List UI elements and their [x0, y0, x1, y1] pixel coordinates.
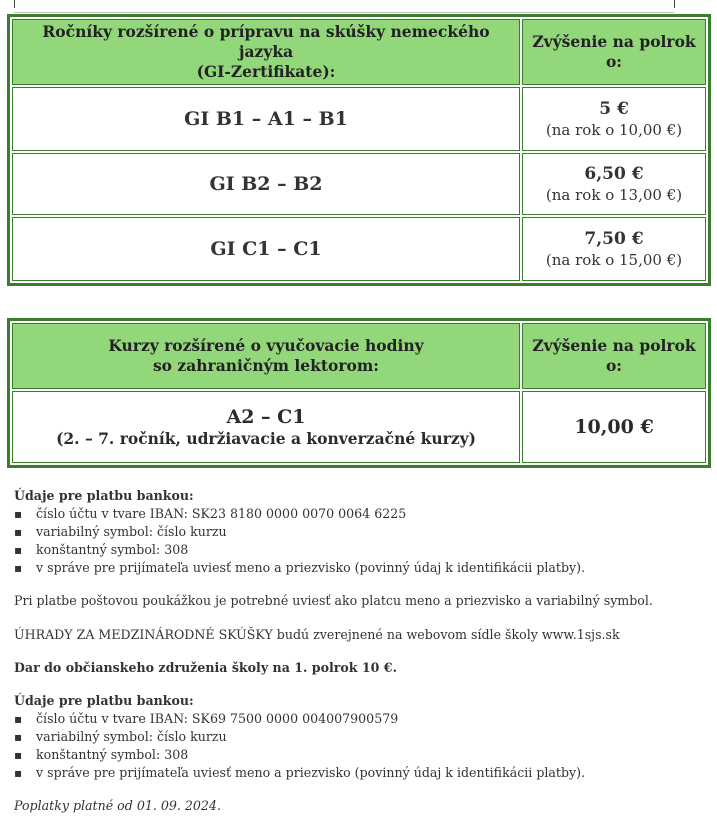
payment-item-ks: ▪ konštantný symbol: 308 [14, 541, 704, 559]
price-semester: 5 € [599, 98, 629, 119]
payment-item-iban: ▪ číslo účtu v tvare IBAN: SK23 8180 0000 0070 0064 6225 [14, 505, 704, 523]
page-top-margin [0, 0, 717, 14]
margin-mark-left [14, 0, 15, 8]
header-courses-line2: so zahraničným lektorom: [152, 356, 380, 375]
payment-item-ks: ▪ konštantný symbol: 308 [14, 746, 704, 764]
exam-note-text: ÚHRADY ZA MEDZINÁRODNÉ SKÚŠKY budú zverejnené na webovom sídle školy www.1sjs.sk [14, 627, 620, 642]
header-courses-line1: Kurzy rozšírené o vyučovacie hodiny [108, 336, 424, 355]
postal-note-text: Pri platbe poštovou poukážkou je potrebné uviesť ako platcu meno a priezvisko a variabilný symbol. [14, 593, 653, 608]
payment-heading: Údaje pre platbu bankou: [14, 693, 194, 708]
validity-text: Poplatky platné od 01. 09. 2024. [14, 798, 221, 813]
donation-note [14, 659, 704, 677]
course-price: 10,00 € [522, 391, 706, 463]
payment-list [14, 710, 704, 782]
course-title: A2 – C1 [226, 406, 306, 428]
course-cell [12, 391, 520, 463]
header-increase: Zvýšenie na polrok o: [522, 19, 706, 85]
price-cell [522, 153, 706, 215]
validity-note [14, 797, 704, 815]
payment-info-2 [14, 692, 704, 782]
donation-text: Dar do občianskeho združenia školy na 1. polrok 10 €. [14, 660, 397, 675]
header-courses [12, 323, 520, 389]
price-yearly: (na rok o 15,00 €) [545, 250, 683, 269]
payment-info-1 [14, 487, 704, 577]
grade-cell: GI C1 – C1 [12, 217, 520, 281]
header-increase: Zvýšenie na polrok o: [522, 323, 706, 389]
lector-course-fee-table [7, 318, 711, 468]
margin-mark-right [674, 0, 675, 8]
payment-list [14, 505, 704, 577]
header-grades-line1: Ročníky rozšírené o prípravu na skúšky nemeckého jazyka [42, 22, 490, 61]
payment-heading: Údaje pre platbu bankou: [14, 488, 194, 503]
postal-note [14, 592, 704, 610]
price-semester: 6,50 € [584, 163, 644, 184]
german-exam-fee-table [7, 14, 711, 286]
payment-item-iban: ▪ číslo účtu v tvare IBAN: SK69 7500 0000 004007900579 [14, 710, 704, 728]
grade-cell: GI B1 – A1 – B1 [12, 87, 520, 151]
payment-item-message: ▪ v správe pre prijímateľa uviesť meno a priezvisko (povinný údaj k identifikácii platby). [14, 764, 704, 782]
header-grades-line2: (GI-Zertifikate): [196, 62, 336, 81]
course-subtitle: (2. – 7. ročník, udržiavacie a konverzačné kurzy) [56, 429, 476, 448]
payment-item-vs: ▪ variabilný symbol: číslo kurzu [14, 728, 704, 746]
payment-item-vs: ▪ variabilný symbol: číslo kurzu [14, 523, 704, 541]
margin-line [14, 12, 674, 13]
price-yearly: (na rok o 13,00 €) [545, 185, 683, 204]
payment-item-message: ▪ v správe pre prijímateľa uviesť meno a priezvisko (povinný údaj k identifikácii platby). [14, 559, 704, 577]
price-cell [522, 217, 706, 281]
grade-cell: GI B2 – B2 [12, 153, 520, 215]
header-grades [12, 19, 520, 85]
price-yearly: (na rok o 10,00 €) [545, 120, 683, 139]
price-semester: 7,50 € [584, 228, 644, 249]
price-cell [522, 87, 706, 151]
exam-note [14, 626, 704, 644]
